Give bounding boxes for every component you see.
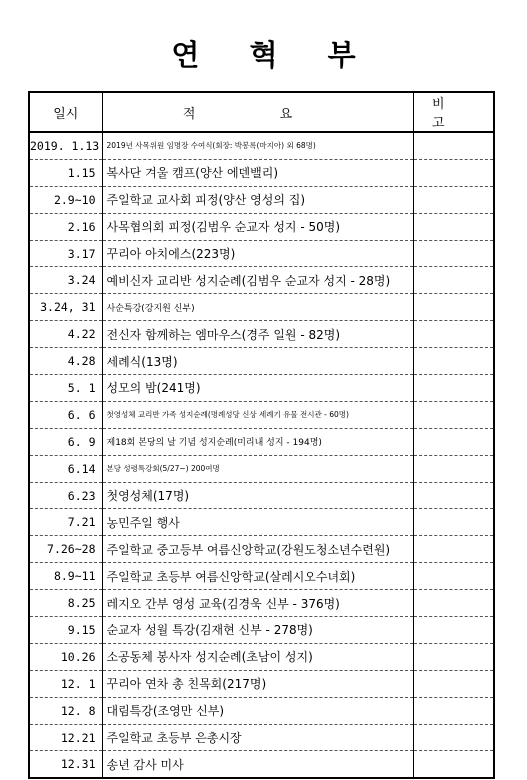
row-summary: 꾸리아 아치에스(223명) xyxy=(102,240,413,267)
row-date: 1.15 xyxy=(29,159,102,186)
row-date: 4.28 xyxy=(29,348,102,375)
row-date: 3.17 xyxy=(29,240,102,267)
row-date: 6.23 xyxy=(29,482,102,509)
row-summary: 꾸리아 연차 총 친목회(217명) xyxy=(102,670,413,697)
row-date: 12.31 xyxy=(29,751,102,778)
row-summary: 성모의 밤(241명) xyxy=(102,375,413,402)
table-row xyxy=(29,670,494,697)
row-note xyxy=(413,240,494,267)
row-summary: 2019년 사목위원 임명장 수여식(회장: 박봉록(마지아) 외 68명) xyxy=(102,132,413,159)
row-summary: 제18회 본당의 날 기념 성지순례(미리내 성지 - 194명) xyxy=(102,428,413,455)
table-row xyxy=(29,563,494,590)
row-summary: 주일학교 교사회 피정(양산 영성의 집) xyxy=(102,186,413,213)
row-summary: 대림특강(조영만 신부) xyxy=(102,697,413,724)
row-summary: 주일학교 중고등부 여름신앙학교(강원도청소년수련원) xyxy=(102,536,413,563)
table-row xyxy=(29,724,494,751)
table-row xyxy=(29,751,494,778)
row-note xyxy=(413,321,494,348)
row-summary: 첫영성체(17명) xyxy=(102,482,413,509)
row-summary: 전신자 함께하는 엠마우스(경주 일원 - 82명) xyxy=(102,321,413,348)
row-summary: 송년 감사 미사 xyxy=(102,751,413,778)
row-date: 12.21 xyxy=(29,724,102,751)
row-summary: 사목협의회 피정(김범우 순교자 성지 - 50명) xyxy=(102,213,413,240)
row-note xyxy=(413,482,494,509)
row-note xyxy=(413,428,494,455)
header-date: 일시 xyxy=(29,92,102,132)
row-note xyxy=(413,509,494,536)
row-date: 6.14 xyxy=(29,455,102,482)
row-note xyxy=(413,751,494,778)
table-row xyxy=(29,375,494,402)
table-row xyxy=(29,132,494,159)
row-note xyxy=(413,375,494,402)
row-date: 7.21 xyxy=(29,509,102,536)
row-note xyxy=(413,670,494,697)
table-header-row xyxy=(29,92,494,132)
table-row xyxy=(29,294,494,321)
row-date: 12. 8 xyxy=(29,697,102,724)
row-summary: 세례식(13명) xyxy=(102,348,413,375)
row-note xyxy=(413,348,494,375)
row-summary: 주일학교 초등부 여름신앙학교(살레시오수녀회) xyxy=(102,563,413,590)
row-note xyxy=(413,213,494,240)
row-note xyxy=(413,590,494,617)
row-summary: 본당 성령특강회(5/27~) 200여명 xyxy=(102,455,413,482)
row-date: 2019. 1.13 xyxy=(29,132,102,159)
page-title: 연 혁 부 xyxy=(171,38,376,72)
row-note xyxy=(413,401,494,428)
row-date: 9.15 xyxy=(29,617,102,644)
table-row xyxy=(29,590,494,617)
row-date: 7.26~28 xyxy=(29,536,102,563)
row-summary: 예비신자 교리반 성지순례(김범우 순교자 성지 - 28명) xyxy=(102,267,413,294)
row-date: 6. 6 xyxy=(29,401,102,428)
row-summary: 순교자 성월 특강(김재현 신부 - 278명) xyxy=(102,617,413,644)
row-date: 12. 1 xyxy=(29,670,102,697)
history-table xyxy=(28,91,495,779)
table-row xyxy=(29,509,494,536)
table-row xyxy=(29,186,494,213)
table-row xyxy=(29,455,494,482)
table-row xyxy=(29,240,494,267)
table-row xyxy=(29,267,494,294)
table-row xyxy=(29,213,494,240)
row-note xyxy=(413,643,494,670)
row-date: 8.9~11 xyxy=(29,563,102,590)
table-row xyxy=(29,428,494,455)
row-note xyxy=(413,724,494,751)
row-summary: 첫영성체 교리반 가족 성지순례(명례성당 신상 세례기 유물 전시관 - 60명) xyxy=(102,401,413,428)
table-row xyxy=(29,482,494,509)
row-summary: 사순특강(강지원 신부) xyxy=(102,294,413,321)
header-summary: 적 요 xyxy=(102,92,413,132)
row-note xyxy=(413,536,494,563)
row-date: 6. 9 xyxy=(29,428,102,455)
table-row xyxy=(29,697,494,724)
row-date: 3.24 xyxy=(29,267,102,294)
row-note xyxy=(413,267,494,294)
table-row xyxy=(29,617,494,644)
row-date: 8.25 xyxy=(29,590,102,617)
row-note xyxy=(413,455,494,482)
row-note xyxy=(413,294,494,321)
table-row xyxy=(29,348,494,375)
row-summary: 농민주일 행사 xyxy=(102,509,413,536)
row-note xyxy=(413,186,494,213)
table-row xyxy=(29,321,494,348)
row-note xyxy=(413,159,494,186)
row-note xyxy=(413,617,494,644)
table-row xyxy=(29,536,494,563)
row-summary: 레지오 간부 영성 교육(김경욱 신부 - 376명) xyxy=(102,590,413,617)
row-summary: 복사단 겨울 캠프(양산 에덴밸리) xyxy=(102,159,413,186)
row-date: 2.16 xyxy=(29,213,102,240)
row-date: 10.26 xyxy=(29,643,102,670)
row-note xyxy=(413,132,494,159)
row-summary: 주일학교 초등부 은총시장 xyxy=(102,724,413,751)
row-date: 5. 1 xyxy=(29,375,102,402)
row-date: 2.9~10 xyxy=(29,186,102,213)
table-row xyxy=(29,159,494,186)
table-row xyxy=(29,401,494,428)
table-row xyxy=(29,643,494,670)
header-note: 비 고 xyxy=(413,92,494,132)
row-summary: 소공동체 봉사자 성지순례(초남이 성지) xyxy=(102,643,413,670)
row-note xyxy=(413,563,494,590)
row-date: 3.24, 31 xyxy=(29,294,102,321)
row-note xyxy=(413,697,494,724)
row-date: 4.22 xyxy=(29,321,102,348)
